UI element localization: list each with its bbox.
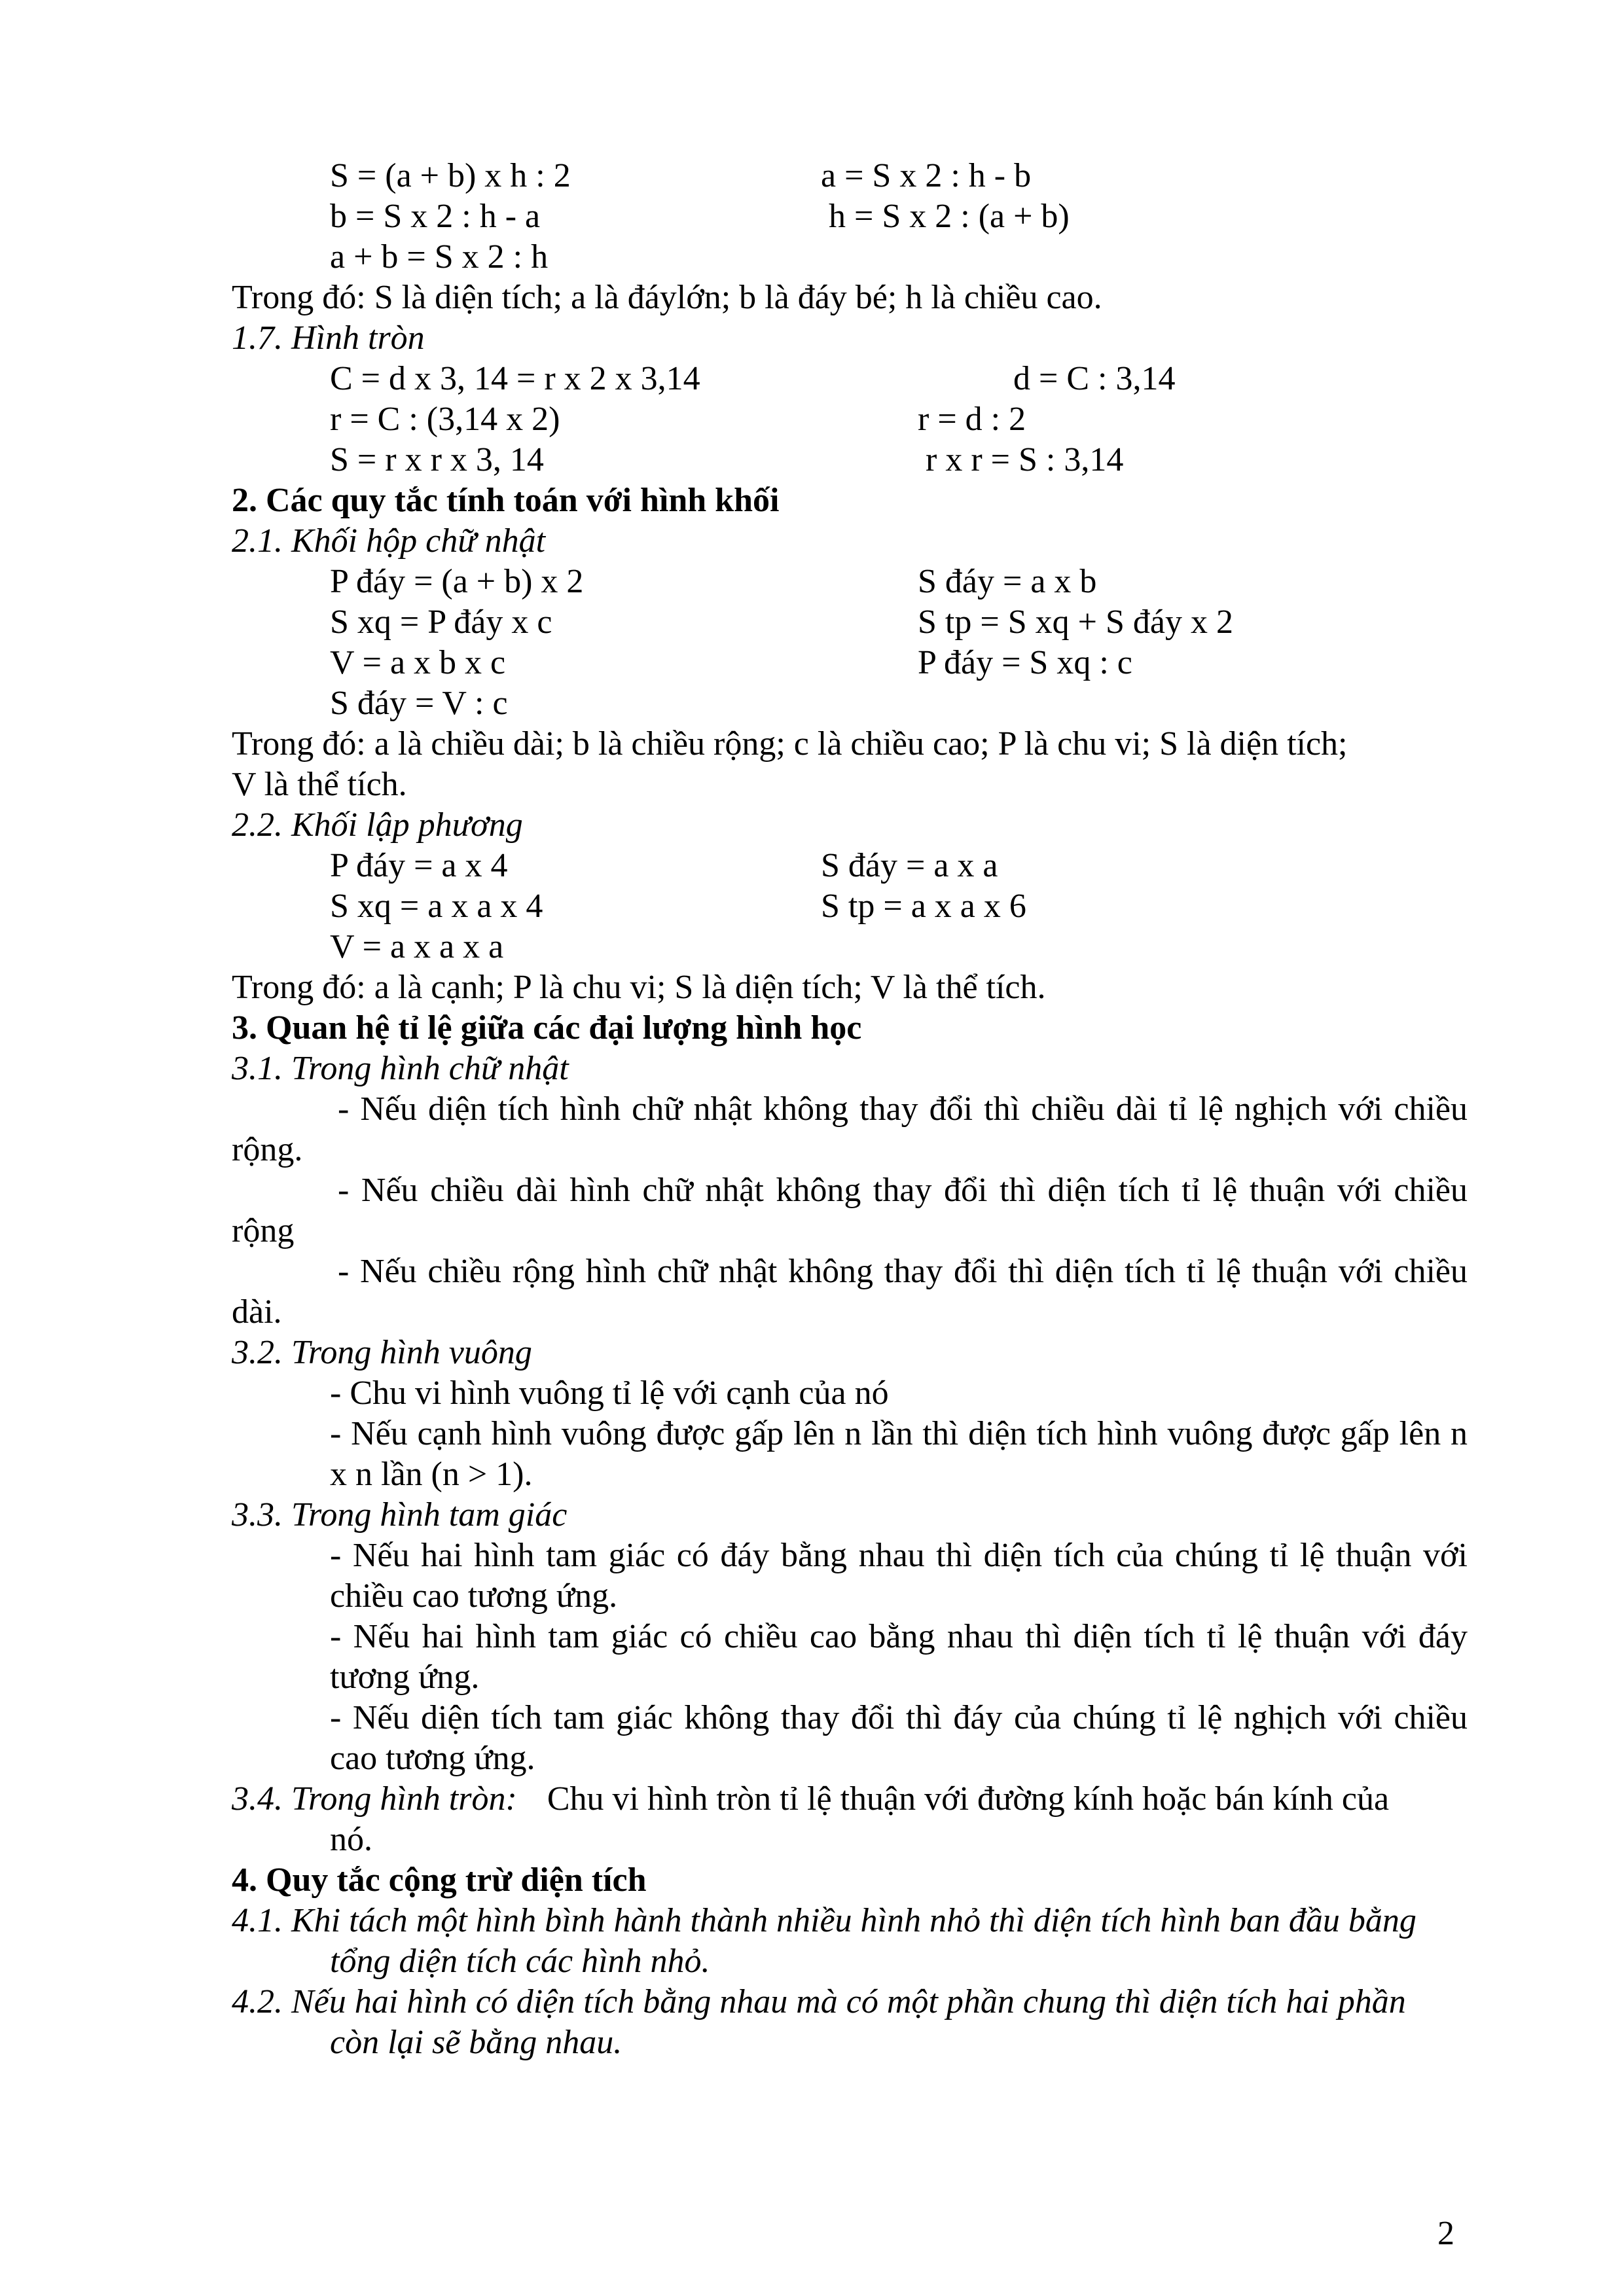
circle-ratio-text-2: nó. bbox=[330, 1821, 372, 1858]
rule-4-1-line-1: 4.1. Khi tách một hình bình hành thành nhiều hình nhỏ thì diện tích hình ban đầu bằng bbox=[232, 1902, 1416, 1939]
subheading-circle-ratio: 3.4. Trong hình tròn: bbox=[232, 1780, 517, 1818]
formula-circle-d: d = C : 3,14 bbox=[1013, 360, 1176, 397]
heading-section-3: 3. Quan hệ tỉ lệ giữa các đại lượng hình học bbox=[232, 1009, 862, 1047]
triangle-rule-1: - Nếu hai hình tam giác có đáy bằng nhau thì diện tích của chúng tỉ lệ thuận với chiều cao tương ứng. bbox=[330, 1537, 1468, 1615]
formula-circle-r2: r = d : 2 bbox=[918, 401, 1026, 438]
cube-note: Trong đó: a là cạnh; P là chu vi; S là diện tích; V là thể tích. bbox=[232, 969, 1046, 1006]
cuboid-note-line-1: Trong đó: a là chiều dài; b là chiều rộng; c là chiều cao; P là chu vi; S là diện tích; bbox=[232, 725, 1348, 762]
formula-cube-sday: S đáy = a x a bbox=[821, 847, 998, 884]
formula-cuboid-pday2: P đáy = S xq : c bbox=[918, 644, 1132, 681]
circle-ratio-line bbox=[232, 1779, 1389, 1820]
circle-ratio-text-1: Chu vi hình tròn tỉ lệ thuận với đường kính hoặc bán kính của bbox=[547, 1780, 1390, 1818]
rule-4-1-line-2: tổng diện tích các hình nhỏ. bbox=[330, 1943, 710, 1980]
formula-circle-s: S = r x r x 3, 14 bbox=[330, 441, 544, 478]
formula-cube-sxq: S xq = a x a x 4 bbox=[330, 888, 543, 925]
rect-rule-1: - Nếu diện tích hình chữ nhật không thay đổi thì chiều dài tỉ lệ nghịch với chiều rộng. bbox=[232, 1090, 1468, 1168]
subheading-rectangle: 3.1. Trong hình chữ nhật bbox=[232, 1050, 569, 1087]
formula-trap-a: a = S x 2 : h - b bbox=[821, 157, 1032, 194]
formula-circle-rr: r x r = S : 3,14 bbox=[926, 441, 1124, 478]
subheading-circle: 1.7. Hình tròn bbox=[232, 319, 425, 357]
rect-rule-3: - Nếu chiều rộng hình chữ nhật không thay đổi thì diện tích tỉ lệ thuận với chiều dài. bbox=[232, 1253, 1468, 1331]
formula-cuboid-sxq: S xq = P đáy x c bbox=[330, 603, 552, 641]
formula-cuboid-v: V = a x b x c bbox=[330, 644, 506, 681]
rect-rule-2: - Nếu chiều dài hình chữ nhật không thay đổi thì diện tích tỉ lệ thuận với chiều rộng bbox=[232, 1172, 1468, 1249]
subheading-cube: 2.2. Khối lập phương bbox=[232, 806, 523, 844]
triangle-rule-3: - Nếu diện tích tam giác không thay đổi thì đáy của chúng tỉ lệ nghịch với chiều cao tương ứng. bbox=[330, 1699, 1468, 1777]
page-number: 2 bbox=[1437, 2215, 1454, 2252]
formula-cuboid-pday: P đáy = (a + b) x 2 bbox=[330, 563, 584, 600]
subheading-triangle: 3.3. Trong hình tam giác bbox=[232, 1496, 568, 1534]
formula-cuboid-stp: S tp = S xq + S đáy x 2 bbox=[918, 603, 1233, 641]
formula-cuboid-sday2: S đáy = V : c bbox=[330, 685, 508, 722]
square-rule-2: - Nếu cạnh hình vuông được gấp lên n lần thì diện tích hình vuông được gấp lên n x n lần (n > 1). bbox=[330, 1415, 1468, 1493]
formula-cube-pday: P đáy = a x 4 bbox=[330, 847, 508, 884]
formula-trap-b: b = S x 2 : h - a bbox=[330, 198, 541, 235]
heading-section-4: 4. Quy tắc cộng trừ diện tích bbox=[232, 1861, 647, 1899]
subheading-cuboid: 2.1. Khối hộp chữ nhật bbox=[232, 522, 546, 560]
cuboid-note-line-2: V là thể tích. bbox=[232, 766, 407, 803]
formula-trap-sum: a + b = S x 2 : h bbox=[330, 238, 549, 276]
formula-cuboid-sday: S đáy = a x b bbox=[918, 563, 1097, 600]
rule-4-2-line-1: 4.2. Nếu hai hình có diện tích bằng nhau mà có một phần chung thì diện tích hai phần bbox=[232, 1983, 1406, 2020]
formula-cube-stp: S tp = a x a x 6 bbox=[821, 888, 1026, 925]
formula-trap-area: S = (a + b) x h : 2 bbox=[330, 157, 571, 194]
square-rule-1: - Chu vi hình vuông tỉ lệ với cạnh của nó bbox=[330, 1374, 889, 1412]
heading-section-2: 2. Các quy tắc tính toán với hình khối bbox=[232, 482, 780, 519]
formula-trap-h: h = S x 2 : (a + b) bbox=[829, 198, 1070, 235]
formula-circle-c: C = d x 3, 14 = r x 2 x 3,14 bbox=[330, 360, 700, 397]
formula-circle-r: r = C : (3,14 x 2) bbox=[330, 401, 560, 438]
formula-cube-v: V = a x a x a bbox=[330, 928, 504, 965]
triangle-rule-2: - Nếu hai hình tam giác có chiều cao bằng nhau thì diện tích tỉ lệ thuận với đáy tương ứng. bbox=[330, 1618, 1468, 1696]
trapezoid-note: Trong đó: S là diện tích; a là đáylớn; b là đáy bé; h là chiều cao. bbox=[232, 279, 1102, 316]
subheading-square: 3.2. Trong hình vuông bbox=[232, 1334, 532, 1371]
rule-4-2-line-2: còn lại sẽ bằng nhau. bbox=[330, 2024, 623, 2061]
